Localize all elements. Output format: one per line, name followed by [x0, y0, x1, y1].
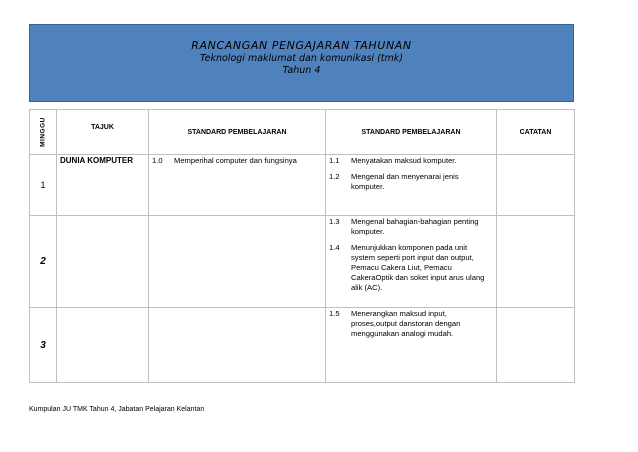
lp-item: 1.3 Mengenal bahagian-bahagian penting komputer. [329, 217, 479, 236]
header-standard-1: STANDARD PEMBELAJARAN [149, 110, 326, 155]
catatan-cell [497, 308, 575, 383]
lp-cell [326, 308, 497, 383]
week-cell: 1 [30, 155, 57, 216]
sp-cell [149, 216, 326, 308]
table-row [30, 216, 575, 308]
header-tajuk: TAJUK [57, 110, 149, 155]
week-cell: 2 [30, 216, 57, 308]
page-year: Tahun 4 [282, 65, 321, 76]
sp-cell [149, 155, 326, 216]
lp-cell [326, 216, 497, 308]
table-row [30, 155, 575, 216]
lp-item: 1.5 Menerangkan maksud input, proses,output danstoran dengan menggunakan analogi mudah. [329, 309, 461, 338]
title-banner [29, 24, 574, 102]
lp-cell [326, 155, 497, 216]
tajuk-cell [57, 216, 149, 308]
banner-text [30, 39, 573, 77]
page-footer: Kumpulan JU TMK Tahun 4, Jabatan Pelajaran Kelantan [29, 406, 205, 413]
lp-item: 1.2 Mengenal dan menyenarai jenis komputer. [329, 172, 459, 191]
catatan-cell [497, 155, 575, 216]
tajuk-cell: DUNIA KOMPUTER [57, 155, 149, 216]
lp-item: 1.4 Menunjukkan komponen pada unit system seperti port input dan output, Pemacu Cakera Liut, Pemacu CakeraOptik dan soket input arus ulang alik (AC). [329, 243, 485, 292]
page-subtitle: Teknologi maklumat dan komunikasi (tmk) [200, 53, 403, 64]
lp-item: 1.1 Menyatakan maksud komputer. [329, 156, 457, 165]
header-standard-2: STANDARD PEMBELAJARAN [326, 110, 497, 155]
sp-cell [149, 308, 326, 383]
tajuk-cell [57, 308, 149, 383]
catatan-cell [497, 216, 575, 308]
header-catatan: CATATAN [497, 110, 575, 155]
week-cell: 3 [30, 308, 57, 383]
page-title: RANCANGAN PENGAJARAN TAHUNAN [191, 39, 412, 52]
table-row [30, 308, 575, 383]
lesson-plan-table [29, 109, 575, 383]
header-minggu: MINGGU [30, 110, 57, 155]
table-header-row [30, 110, 575, 155]
sp-item: 1.0 Memperihal computer dan fungsinya [152, 156, 297, 165]
